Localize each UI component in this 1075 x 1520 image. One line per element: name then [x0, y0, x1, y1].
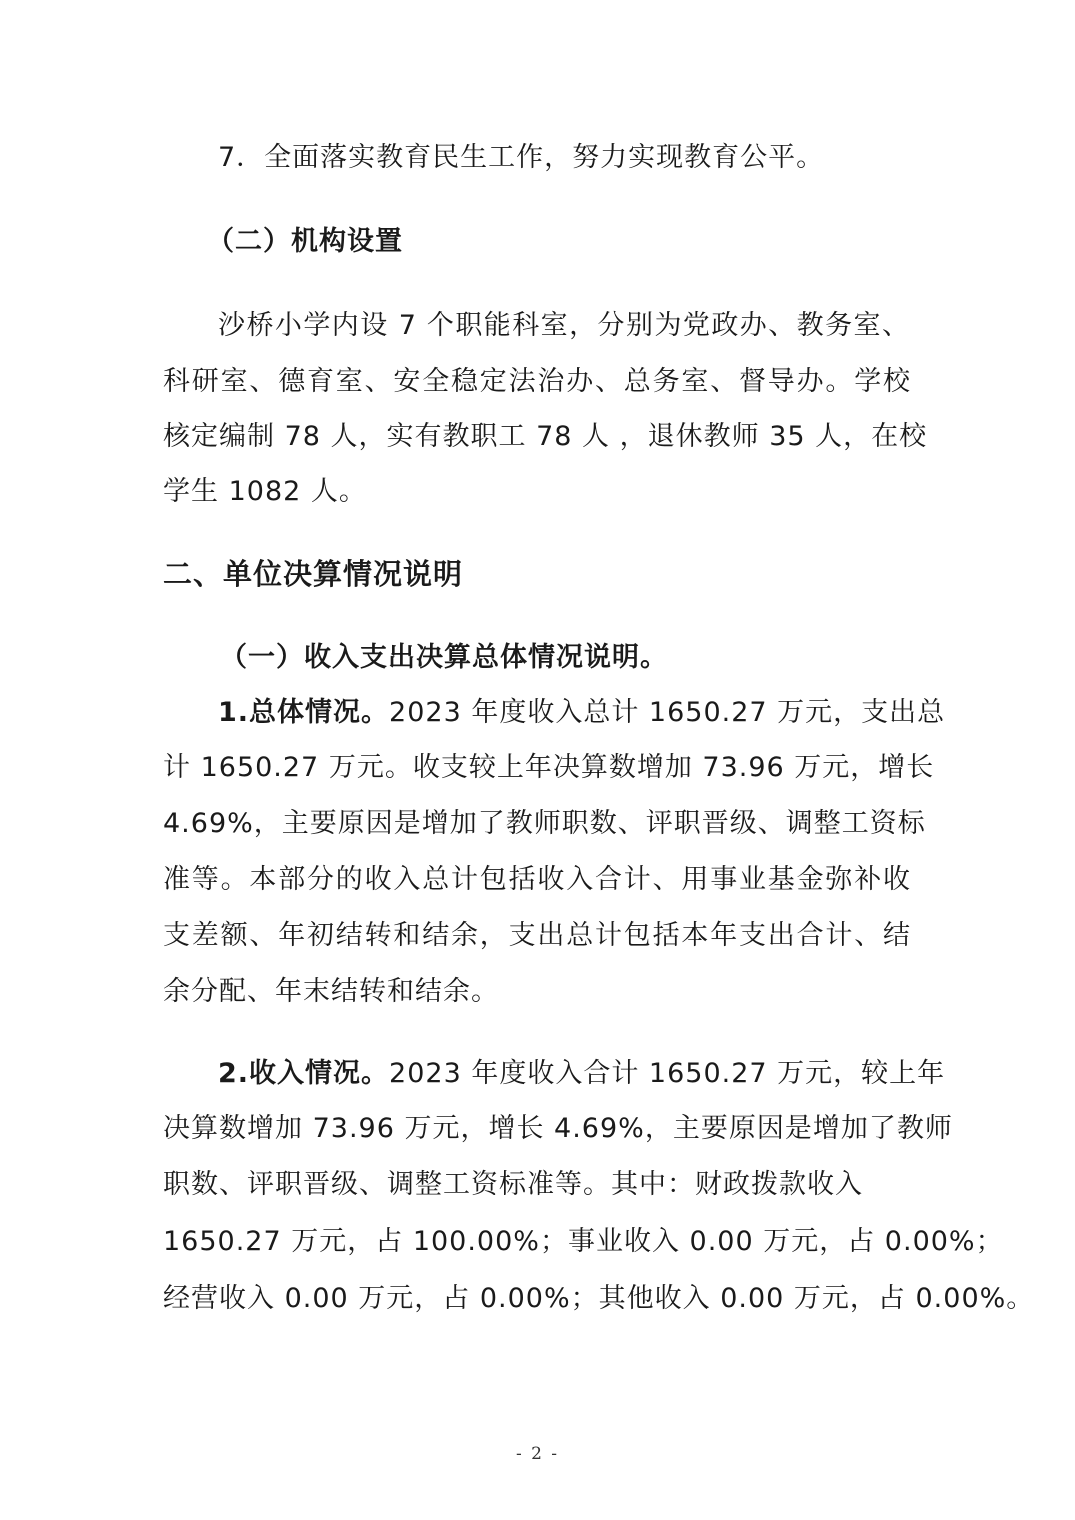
section-org-title: （二）机构设置	[207, 226, 403, 257]
overall-first-line-rest: 2023 年度收入总计 1650.27 万元，支出总	[389, 697, 946, 728]
org-paragraph-line-4: 学生 1082 人。	[163, 476, 367, 507]
section-overview-title: （一）收入支出决算总体情况说明。	[220, 642, 668, 673]
org-paragraph-line-3: 核定编制 78 人，实有教职工 78 人 ，退休教师 35 人，在校	[163, 421, 928, 452]
income-paragraph-line-4: 1650.27 万元，占 100.00%；事业收入 0.00 万元，占 0.00%；	[163, 1226, 1004, 1257]
item-7-text: 7．全面落实教育民生工作，努力实现教育公平。	[218, 142, 825, 173]
overall-paragraph-line-5: 支差额、年初结转和结余，支出总计包括本年支出合计、结	[163, 920, 911, 951]
income-paragraph-line-3: 职数、评职晋级、调整工资标准等。其中：财政拨款收入	[163, 1169, 863, 1200]
overall-paragraph-line-1	[218, 697, 945, 729]
org-paragraph-line-2: 科研室、德育室、安全稳定法治办、总务室、督导办。学校	[163, 366, 911, 397]
income-first-line-rest: 2023 年度收入合计 1650.27 万元，较上年	[389, 1058, 946, 1089]
overall-paragraph-line-2: 计 1650.27 万元。收支较上年决算数增加 73.96 万元，增长	[163, 752, 935, 783]
overall-paragraph-line-3: 4.69%，主要原因是增加了教师职数、评职晋级、调整工资标	[163, 808, 926, 839]
income-paragraph-line-5: 经营收入 0.00 万元，占 0.00%；其他收入 0.00 万元，占 0.00%。	[163, 1283, 1035, 1314]
overall-paragraph-line-6: 余分配、年末结转和结余。	[163, 976, 499, 1007]
org-paragraph-line-1: 沙桥小学内设 7 个职能科室，分别为党政办、教务室、	[218, 310, 910, 341]
income-lead: 2.收入情况。	[218, 1058, 390, 1089]
income-paragraph-line-2: 决算数增加 73.96 万元，增长 4.69%，主要原因是增加了教师	[163, 1113, 953, 1144]
overall-paragraph-line-4: 准等。本部分的收入总计包括收入合计、用事业基金弥补收	[163, 864, 911, 895]
overall-lead: 1.总体情况。	[218, 697, 390, 728]
page-number: - 2 -	[515, 1444, 560, 1464]
income-paragraph-line-1	[218, 1058, 945, 1090]
chapter-2-title: 二、单位决算情况说明	[163, 557, 464, 591]
